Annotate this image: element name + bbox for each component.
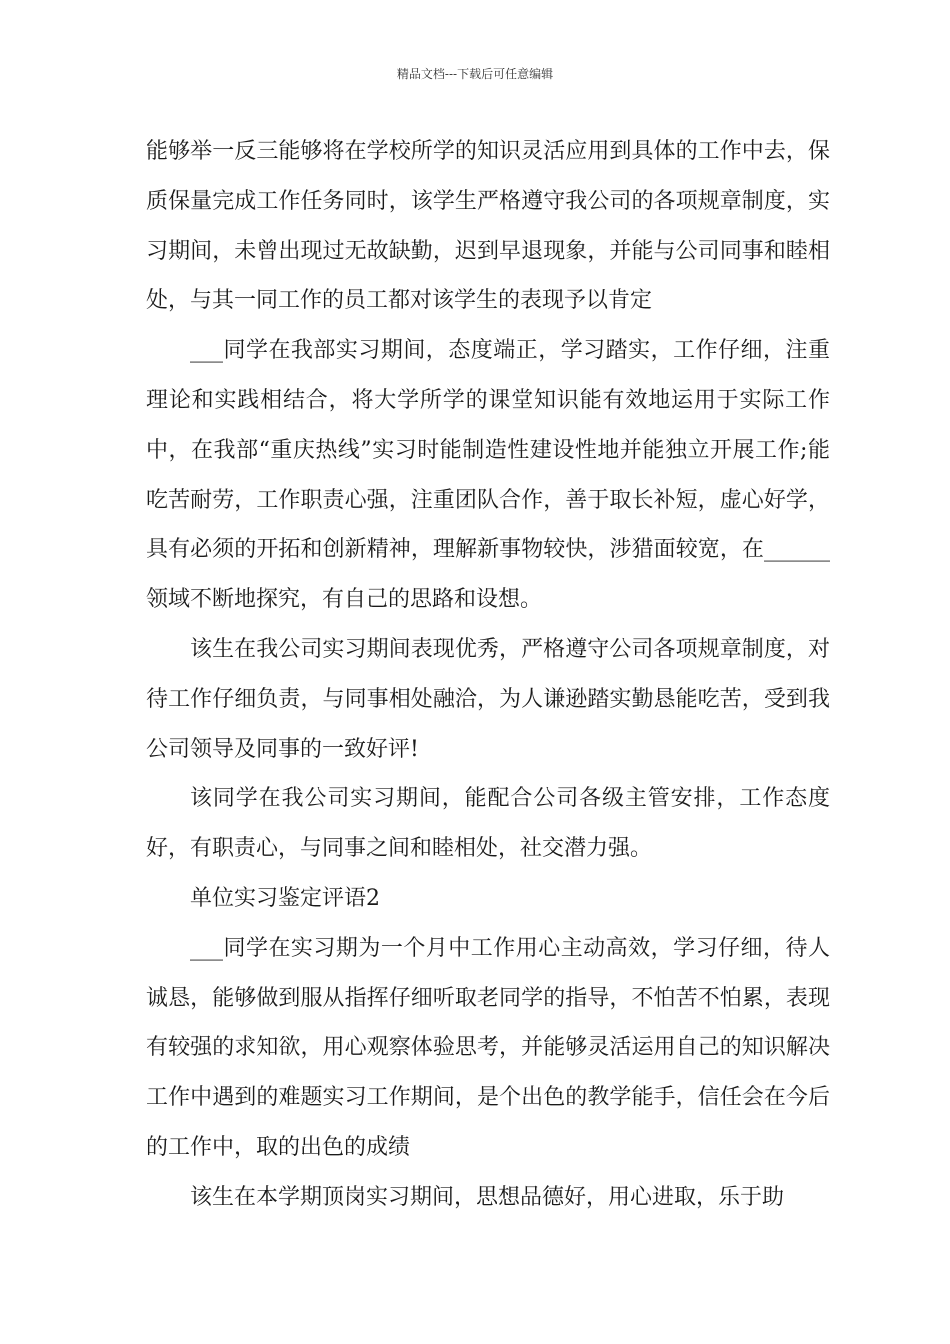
paragraph-2: ___同学在我部实习期间，态度端正，学习踏实，工作仔细，注重理论和实践相结合，将大学所学的课堂知识能有效地运用于实际工作中，在我部“重庆热线”实习时能制造性建设性地并能独立开展工作;能吃苦耐劳，工作职责心强，注重团队合作，善于取长补短，虚心好学，具有必须的开拓和创新精神，理解新事物较快，涉猎面较宽，在______领域不断地探究，有自己的思路和设想。 — [146, 338, 830, 613]
paragraph-4: 该同学在我公司实习期间，能配合公司各级主管安排，工作态度好，有职责心，与同事之间和睦相处，社交潜力强。 — [146, 786, 830, 862]
page-header: 精品文档---下载后可任意编辑 — [396, 67, 554, 81]
document-body — [146, 127, 830, 1223]
section-heading: 单位实习鉴定评语2 — [190, 885, 380, 911]
paragraph-6: 该生在本学期顶岗实习期间，思想品德好，用心进取，乐于助 — [190, 1184, 785, 1210]
paragraph-3: 该生在我公司实习期间表现优秀，严格遵守公司各项规章制度，对待工作仔细负责，与同事相处融洽，为人谦逊踏实勤恳能吃苦，受到我公司领导及同事的一致好评! — [146, 636, 830, 762]
paragraph-1: 能够举一反三能够将在学校所学的知识灵活应用到具体的工作中去，保质保量完成工作任务同时，该学生严格遵守我公司的各项规章制度，实习期间，未曾出现过无故缺勤，迟到早退现象，并能与公司同事和睦相处，与其一同工作的员工都对该学生的表现予以肯定 — [146, 139, 830, 314]
paragraph-5: ___同学在实习期为一个月中工作用心主动高效，学习仔细，待人诚恳，能够做到服从指挥仔细听取老同学的指导，不怕苦不怕累，表现有较强的求知欲，用心观察体验思考，并能够灵活运用自己的知识解决工作中遇到的难题实习工作期间，是个出色的教学能手，信任会在今后的工作中，取的出色的成绩 — [146, 935, 830, 1160]
